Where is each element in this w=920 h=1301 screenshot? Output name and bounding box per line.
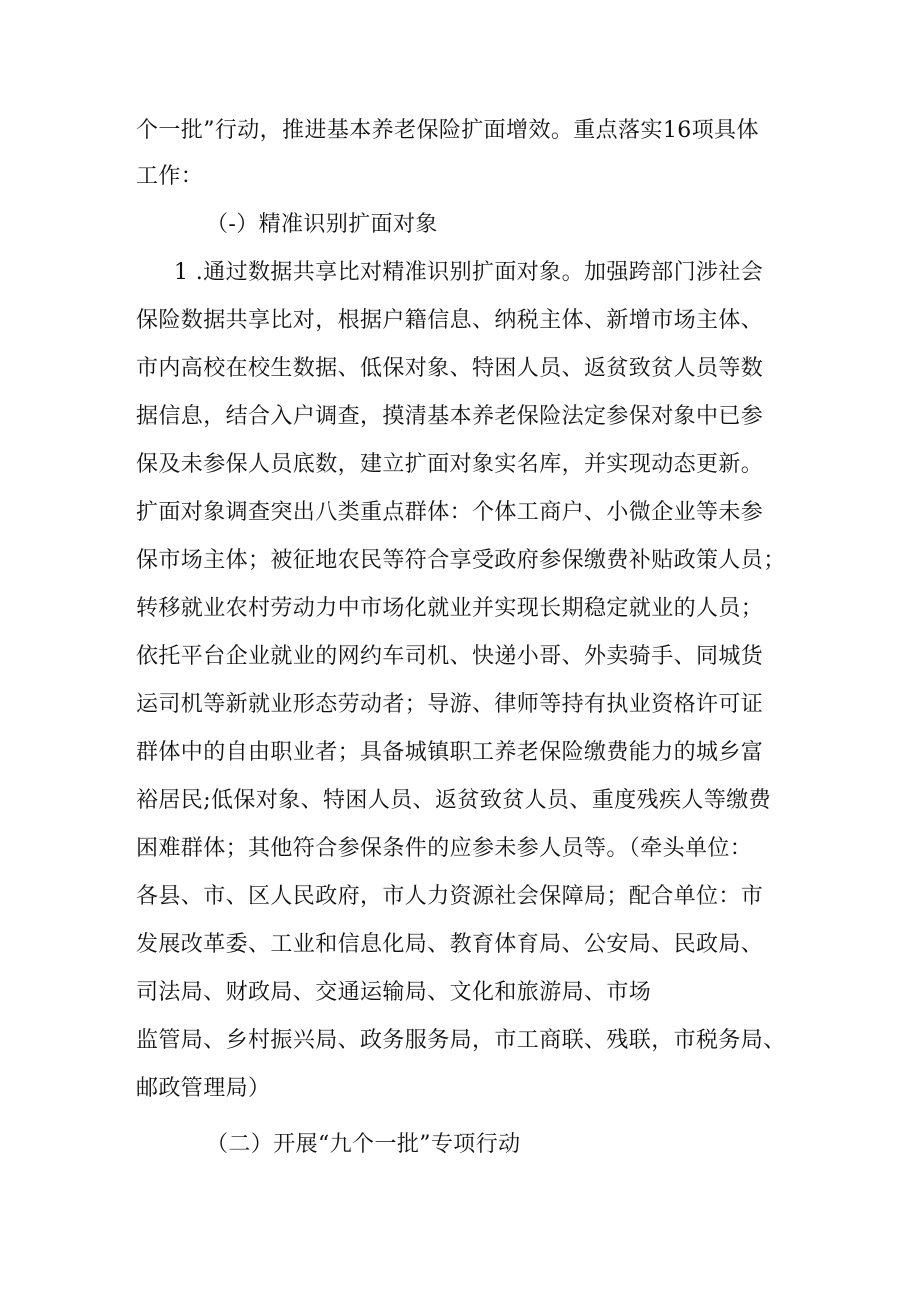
paragraph-line: 发展改革委、工业和信息化局、教育体育局、公安局、民政局、 — [136, 932, 764, 957]
paragraph-line: 司法局、财政局、交通运输局、文化和旅游局、市场 — [136, 980, 652, 1005]
paragraph-line: 工作： — [136, 164, 204, 189]
paragraph-line: 监管局、乡村振兴局、政务服务局，市工商联、残联，市税务局、 — [136, 1028, 786, 1053]
paragraph-line: 扩面对象调查突出八类重点群体：个体工商户、小微企业等未参 — [136, 500, 764, 525]
paragraph-line: 个一批”行动，推进基本养老保险扩面增效。重点落实16项具体 — [136, 118, 759, 143]
paragraph-line: 邮政管理局） — [136, 1076, 271, 1101]
paragraph-line: 群体中的自由职业者；具备城镇职工养老保险缴费能力的城乡富 — [136, 740, 764, 765]
paragraph-line: 据信息，结合入户调查，摸清基本养老保险法定参保对象中已参 — [136, 404, 764, 429]
section-heading: （-）精准识别扩面对象 — [206, 212, 438, 237]
paragraph-line: 保及未参保人员底数，建立扩面对象实名库，并实现动态更新。 — [136, 452, 764, 477]
paragraph-line: 困难群体；其他符合参保条件的应参未参人员等。（牵头单位： — [136, 836, 753, 861]
paragraph-line: 运司机等新就业形态劳动者；导游、律师等持有执业资格许可证 — [136, 692, 764, 717]
paragraph-line: 裕居民;低保对象、特困人员、返贫致贫人员、重度残疾人等缴费 — [136, 788, 772, 813]
section-heading: （二）开展“九个一批”专项行动 — [206, 1132, 521, 1157]
paragraph-line: 市内高校在校生数据、低保对象、特困人员、返贫致贫人员等数 — [136, 356, 764, 381]
paragraph-line: 保险数据共享比对，根据户籍信息、纳税主体、新增市场主体、 — [136, 308, 764, 333]
paragraph-line: 保市场主体；被征地农民等符合享受政府参保缴费补贴政策人员； — [136, 548, 786, 573]
paragraph-line: 依托平台企业就业的网约车司机、快递小哥、外卖骑手、同城货 — [136, 644, 764, 669]
paragraph-line: 转移就业农村劳动力中市场化就业并实现长期稳定就业的人员； — [136, 596, 764, 621]
paragraph-line: 各县、市、区人民政府，市人力资源社会保障局；配合单位：市 — [136, 884, 764, 909]
item-heading-line: 1 .通过数据共享比对精准识别扩面对象。加强跨部门涉社会 — [174, 260, 764, 285]
